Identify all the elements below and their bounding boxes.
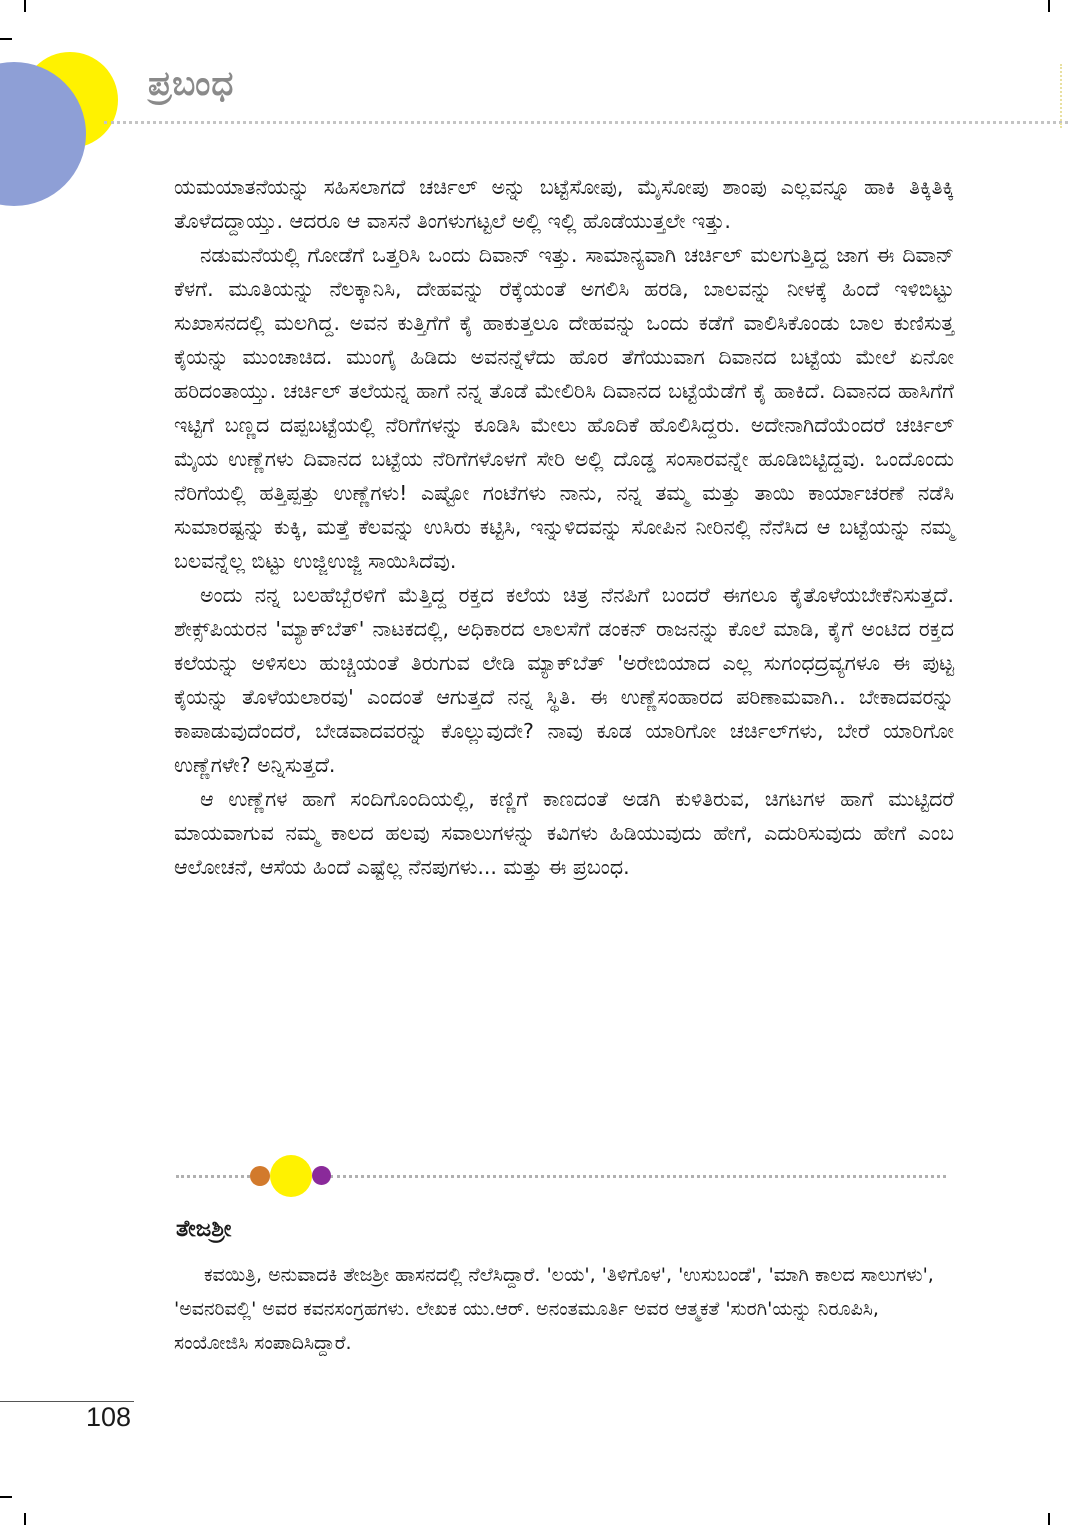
author-name: ತೇಜಶ್ರೀ [176,1216,232,1242]
separator-dotted-right [330,1175,946,1178]
essay-body [174,170,954,884]
essay-paragraph-1: ಯಮಯಾತನೆಯನ್ನು ಸಹಿಸಲಾಗದೆ ಚರ್ಚಿಲ್ ಅನ್ನು ಬಟ್ಟೆಸೋಪು, ಮೈಸೋಪು ಶಾಂಪು ಎಲ್ಲವನ್ನೂ ಹಾಕಿ ತಿಕ್ಕಿತಿಕ್ಕಿ ತೊಳೆದದ್ದಾಯ್ತು. ಆದರೂ ಆ ವಾಸನೆ ತಿಂಗಳುಗಟ್ಟಲೆ ಅಲ್ಲಿ ಇಲ್ಲಿ ಹೊಡೆಯುತ್ತಲೇ ಇತ್ತು. [174,175,954,233]
essay-paragraph-2: ನಡುಮನೆಯಲ್ಲಿ ಗೋಡೆಗೆ ಒತ್ತರಿಸಿ ಒಂದು ದಿವಾನ್ ಇತ್ತು. ಸಾಮಾನ್ಯವಾಗಿ ಚರ್ಚಿಲ್ ಮಲಗುತ್ತಿದ್ದ ಜಾಗ ಈ ದಿವಾನ್ ಕೆಳಗೆ. ಮೂತಿಯನ್ನು ನೆಲಕ್ಕಾನಿಸಿ, ದೇಹವನ್ನು ರೆಕ್ಕೆಯಂತೆ ಅಗಲಿಸಿ ಹರಡಿ, ಬಾಲವನ್ನು ನೀಳಕ್ಕೆ ಹಿಂದೆ ಇಳಿಬಿಟ್ಟು ಸುಖಾಸನದಲ್ಲಿ ಮಲಗಿದ್ದ. ಅವನ ಕುತ್ತಿಗೆಗೆ ಕೈ ಹಾಕುತ್ತಲೂ ದೇಹವನ್ನು ಒಂದು ಕಡೆಗೆ ವಾಲಿಸಿಕೊಂಡು ಬಾಲ ಕುಣಿಸುತ್ತ ಕೈಯನ್ನು ಮುಂಚಾಚಿದ. ಮುಂಗೈ ಹಿಡಿದು ಅವನನ್ನೆಳೆದು ಹೊರ ತೆಗೆಯುವಾಗ ದಿವಾನದ ಬಟ್ಟೆಯ ಮೇಲೆ ಏನೋ ಹರಿದಂತಾಯ್ತು. ಚರ್ಚಿಲ್ ತಲೆಯನ್ನ ಹಾಗೆ ನನ್ನ ತೊಡೆ ಮೇಲಿರಿಸಿ ದಿವಾನದ ಬಟ್ಟೆಯೆಡೆಗೆ ಕೈ ಹಾಕಿದೆ. ದಿವಾನದ ಹಾಸಿಗೆಗೆ ಇಟ್ಟಿಗೆ ಬಣ್ಣದ ದಪ್ಪಬಟ್ಟೆಯಲ್ಲಿ ನೆರಿಗೆಗಳನ್ನು ಕೂಡಿಸಿ ಮೇಲು ಹೊದಿಕೆ ಹೊಲಿಸಿದ್ದರು. ಅದೇನಾಗಿದೆಯೆಂದರೆ ಚರ್ಚಿಲ್ ಮೈಯ ಉಣ್ಣೆಗಳು ದಿವಾನದ ಬಟ್ಟೆಯ ನೆರಿಗೆಗಳೊಳಗೆ ಸೇರಿ ಅಲ್ಲಿ ದೊಡ್ಡ ಸಂಸಾರವನ್ನೇ ಹೂಡಿಬಿಟ್ಟಿದ್ದವು. ಒಂದೊಂದು ನೆರಿಗೆಯಲ್ಲಿ ಹತ್ತಿಪ್ಪತ್ತು ಉಣ್ಣೆಗಳು! ಎಷ್ಟೋ ಗಂಟೆಗಳು ನಾನು, ನನ್ನ ತಮ್ಮ ಮತ್ತು ತಾಯಿ ಕಾರ್ಯಾಚರಣೆ ನಡೆಸಿ ಸುಮಾರಷ್ಟನ್ನು ಕುಕ್ಕಿ, ಮತ್ತೆ ಕೆಲವನ್ನು ಉಸಿರು ಕಟ್ಟಿಸಿ, ಇನ್ನುಳಿದವನ್ನು ಸೋಪಿನ ನೀರಿನಲ್ಲಿ ನೆನೆಸಿದ ಆ ಬಟ್ಟೆಯನ್ನು ನಮ್ಮ ಬಲವನ್ನೆಲ್ಲ ಬಿಟ್ಟು ಉಜ್ಜಿಉಜ್ಜಿ ಸಾಯಿಸಿದೆವು. [174,243,954,573]
section-title: ಪ್ರಬಂಧ [148,64,235,104]
separator-purple-dot [312,1166,331,1185]
separator-yellow-dot [270,1155,312,1197]
separator-orange-dot [250,1166,270,1186]
crop-mark-top-right [1048,0,1050,12]
crop-mark-bottom-left [24,1513,26,1525]
author-bio: ಕವಯಿತ್ರಿ, ಅನುವಾದಕಿ ತೇಜಶ್ರೀ ಹಾಸನದಲ್ಲಿ ನೆಲೆಸಿದ್ದಾರೆ. 'ಲಯ', 'ತಿಳಿಗೊಳ', 'ಉಸುಬಂಡೆ', 'ಮಾಗಿ ಕಾಲದ ಸಾಲುಗಳು', 'ಅವನರಿವಲ್ಲಿ' ಅವರ ಕವನಸಂಗ್ರಹಗಳು. ಲೇಖಕ ಯು.ಆರ್. ಅನಂತಮೂರ್ತಿ ಅವರ ಆತ್ಮಕತೆ 'ಸುರಗಿ'ಯನ್ನು ನಿರೂಪಿಸಿ, ಸಂಯೋಜಿಸಿ ಸಂಪಾದಿಸಿದ್ದಾರೆ. [174,1264,934,1354]
crop-mark-bottom-left-h [0,1496,12,1498]
essay-paragraph-4: ಆ ಉಣ್ಣೆಗಳ ಹಾಗೆ ಸಂದಿಗೊಂದಿಯಲ್ಲಿ, ಕಣ್ಣಿಗೆ ಕಾಣದಂತೆ ಅಡಗಿ ಕುಳಿತಿರುವ, ಚಿಗಟಗಳ ಹಾಗೆ ಮುಟ್ಟಿದರೆ ಮಾಯವಾಗುವ ನಮ್ಮ ಕಾಲದ ಹಲವು ಸವಾಲುಗಳನ್ನು ಕವಿಗಳು ಹಿಡಿಯುವುದು ಹೇಗೆ, ಎದುರಿಸುವುದು ಹೇಗೆ ಎಂಬ ಆಲೋಚನೆ, ಆಸೆಯ ಹಿಂದೆ ಎಷ್ಟೆಲ್ಲ ನೆನಪುಗಳು... ಮತ್ತು ಈ ಪ್ರಬಂಧ. [174,787,954,879]
crop-mark-bottom-right [1048,1513,1050,1525]
page-number: 108 [86,1402,132,1432]
crop-mark-top-left-h [0,38,12,40]
header-vertical-rule [1060,64,1062,128]
crop-mark-top-left [24,0,26,12]
header-dotted-rule [104,121,1068,124]
separator-dotted-left [176,1175,256,1178]
essay-paragraph-3: ಅಂದು ನನ್ನ ಬಲಹೆಬ್ಬೆರಳಿಗೆ ಮೆತ್ತಿದ್ದ ರಕ್ತದ ಕಲೆಯ ಚಿತ್ರ ನೆನಪಿಗೆ ಬಂದರೆ ಈಗಲೂ ಕೈತೊಳೆಯಬೇಕೆನಿಸುತ್ತದೆ. ಶೇಕ್ಸ್‌ಪಿಯರನ 'ಮ್ಯಾಕ್‌ಬೆತ್' ನಾಟಕದಲ್ಲಿ, ಅಧಿಕಾರದ ಲಾಲಸೆಗೆ ಡಂಕನ್ ರಾಜನನ್ನು ಕೊಲೆ ಮಾಡಿ, ಕೈಗೆ ಅಂಟಿದ ರಕ್ತದ ಕಲೆಯನ್ನು ಅಳಿಸಲು ಹುಚ್ಚಿಯಂತೆ ತಿರುಗುವ ಲೇಡಿ ಮ್ಯಾಕ್‌ಬೆತ್ 'ಅರೇಬಿಯಾದ ಎಲ್ಲ ಸುಗಂಧದ್ರವ್ಯಗಳೂ ಈ ಪುಟ್ಟ ಕೈಯನ್ನು ತೊಳೆಯಲಾರವು' ಎಂದಂತೆ ಆಗುತ್ತದೆ ನನ್ನ ಸ್ಥಿತಿ. ಈ ಉಣ್ಣೆಸಂಹಾರದ ಪರಿಣಾಮವಾಗಿ.. ಬೇಕಾದವರನ್ನು ಕಾಪಾಡುವುದೆಂದರೆ, ಬೇಡವಾದವರನ್ನು ಕೊಲ್ಲುವುದೇ? ನಾವು ಕೂಡ ಯಾರಿಗೋ ಚರ್ಚಿಲ್‌ಗಳು, ಬೇರೆ ಯಾರಿಗೋ ಉಣ್ಣೆಗಳೇ? ಅನ್ನಿಸುತ್ತದೆ. [174,583,954,777]
